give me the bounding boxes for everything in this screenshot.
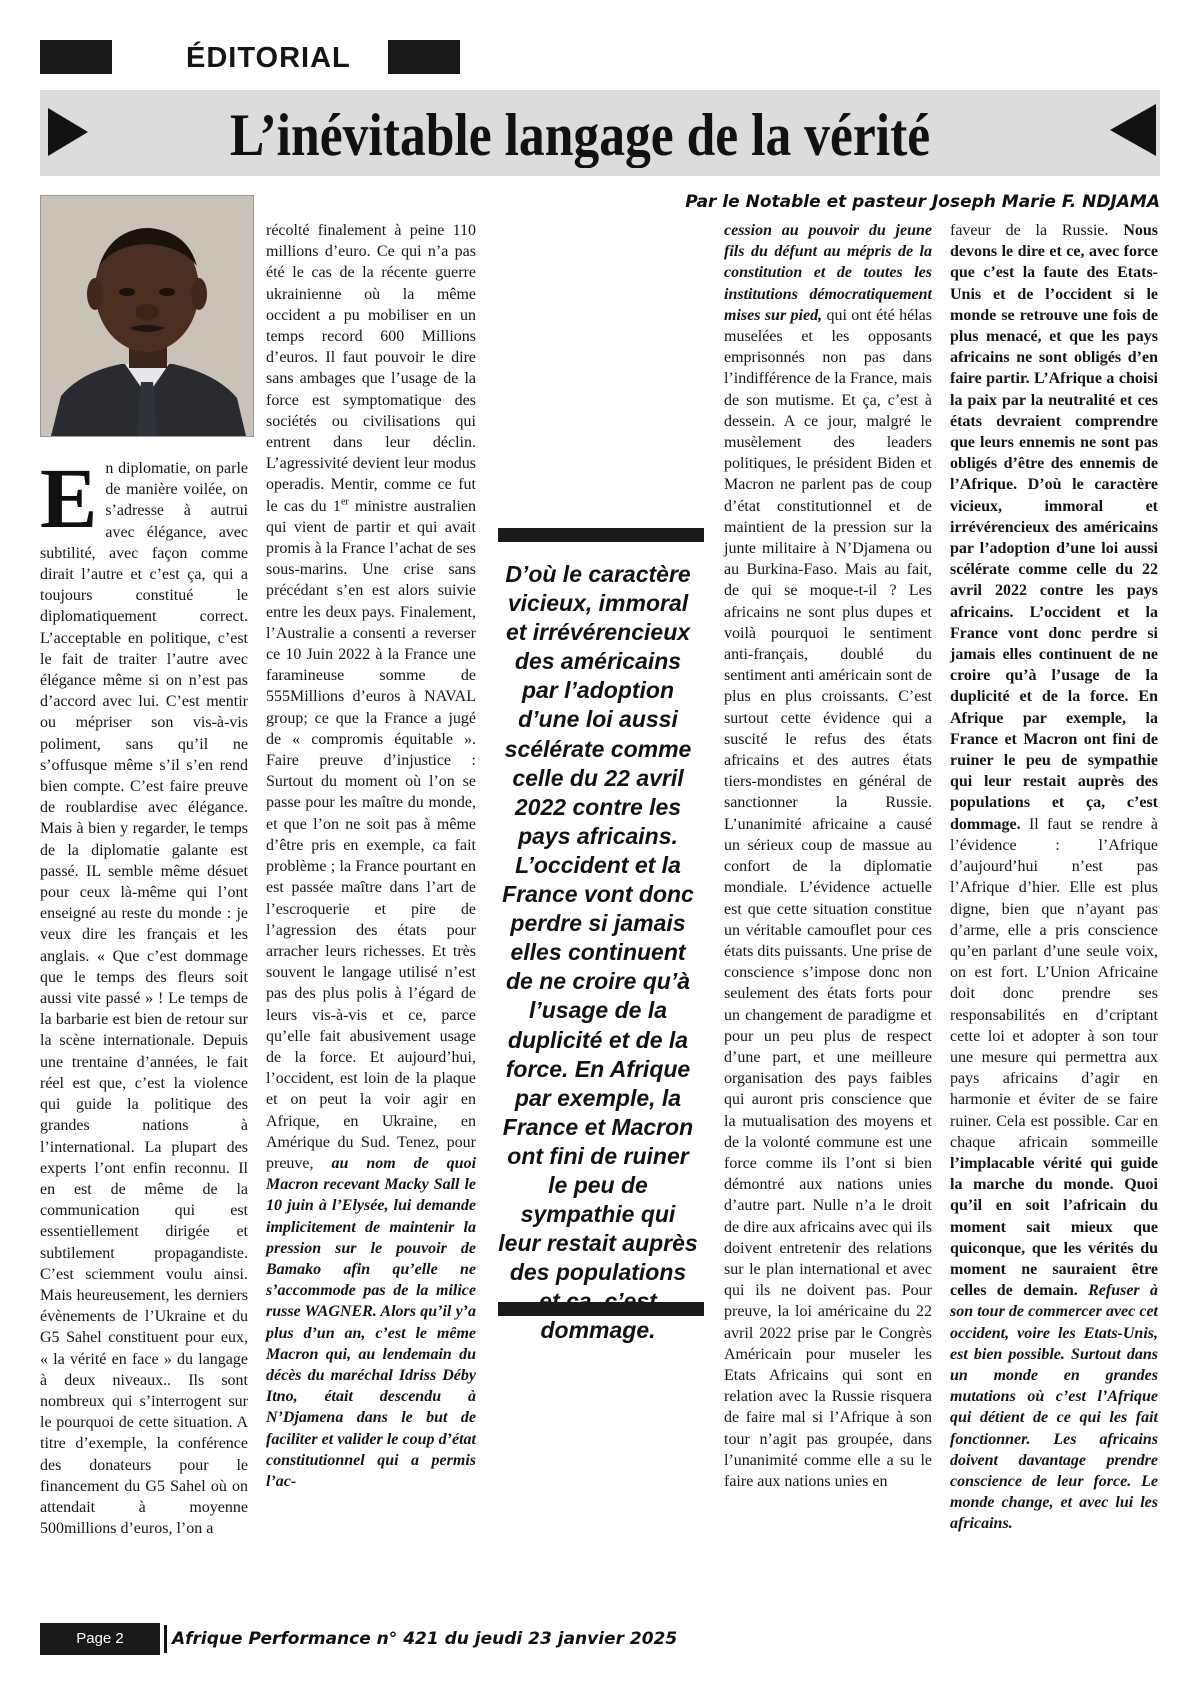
col3-text-emphasis: cession au pouvoir du jeune fils du défunt au mépris de la constitution et de toutes les institutions démocratiquement mises sur pied, (724, 222, 932, 324)
section-label: ÉDITORIAL (186, 42, 351, 74)
col2-text-a: récolté finalement à peine 110 millions d’euro. Ce qui n’a pas été le cas de la récente guerre ukrainienne où la même occident a pu mobiliser en un temps record 600 Millions d’euros. Il faut pouvoir le dire sans ambages que l’usage de la force est symptomatique des sociétés ou civilisations qui entrent dans leur déclin. L’agressivité devient leur modus operadis. Mentir, comme ce fut le cas du 1 (266, 222, 476, 515)
col4-text-c: Il faut se rendre à l’évidence : l’Afrique d’aujourd’hui n’est pas l’Afrique d’hier. Elle est plus digne, bien que n’ayant pas d’arme, elle a pris conscience qu’en parlant d’une seule voix, on est fort. L’Union Africaine doit donc prendre ses responsabilités en d’criptant cette loi et adopter à son tour une mesure qui permettra aux pays africains d’agir en harmonie et éviter de se faire ruiner. Cela est possible. Car en chaque africain sommeille (950, 815, 1158, 1151)
pullquote-bar-bottom (498, 1302, 704, 1316)
headline: L’inévitable langage de la vérité (229, 102, 931, 168)
portrait-illustration (41, 196, 253, 436)
col4-text-bold-2: l’implacable vérité qui guide la marche du monde. Quoi qu’il en soit l’africain du moment sait mieux que quiconque, que les vérités du moment ne sauraient être celles de demain. (950, 1154, 1158, 1300)
article-column-3 (724, 220, 932, 1492)
pull-quote: D’où le caractère vicieux, immoral et irrévérencieux des américains par l’adoption d’une loi aussi scélérate comme celle du 22 avril 2022 contre les pays africains. L’occident et la France vont donc perdre si jamais elles continuent de ne croire qu’à l’usage de la duplicité et de la force. En Afrique par exemple, la France et Macron ont fini de ruiner le peu de sympathie qui leur restait auprès des populations dommage. (498, 561, 698, 1344)
drop-cap: E (40, 450, 98, 546)
col4-text-bold: Nous devons le dire et ce, avec force que c’est la faute des Etats-Unis et de l’occident si le monde se retrouve une fois de plus menacé, et que les pays africains ne sont obligés d’en faire partir. L’Afrique a choisi la paix par la neutralité et ces états devraient comprendre que leurs ennemis ne sont pas obligés d’être des ennemis de l’Afrique. D’où le caractère vicieux, immoral et irrévérencieux des américains par l’adoption d’une loi aussi scélérate comme celle du 22 avril 2022 contre les pays africains. L’occident et la France vont donc perdre si jamais elles continuent de ne croire qu’à l’usage de la duplicité et de la force. En Afrique par exemple, la France et Macron ont fini de ruiner le peu de sympathie qui leur restait auprès des populations et ça, c’est dommage. (950, 222, 1158, 833)
article-column-4 (950, 220, 1158, 1535)
superscript-er: er (340, 496, 349, 508)
col4-text-emphasis: Refuser à son tour de commercer avec cet occident, voire les Etats-Unis, est bien possible. Surtout dans un monde en grandes mutations où c’est l’Afrique qui détient de ce qui les fait fonctionner. Les africains doivent davantage prendre conscience de leur force. Le monde change, et avec lui les africains. (950, 1282, 1158, 1533)
author-portrait (40, 195, 254, 437)
byline: Par le Notable et pasteur Joseph Marie F. NDJAMA (685, 192, 1160, 212)
publication-line: Afrique Performance n° 421 du jeudi 23 janvier 2025 (172, 1629, 678, 1649)
triangle-left-icon (1110, 104, 1156, 156)
col2-text-b: ministre australien qui vient de partir et qui avait promis à la France l’achat de ses sous-marins. Une crise sans précédant s’en est alors suivie entre les deux pays. Finalement, l’Australie a consenti a reverser ce 10 Juin 2022 à la France une faramineuse somme de 555Millions d’euros à NAVAL group; ce que la France a jugé de « compromis équitable ». Faire preuve d’injustice : Surtout du moment où l’on se passe pour les maître du monde, et que l’on ne soit pas à même d’être pris en exemple, ca fait problème ; la France pourtant en est passée maître dans l’art de l’escroquerie et pire de l’agression des états pour arracher leurs richesses. Et très souvent le langage utilisé n’est pas des plus polis à l’égard de leurs vis-à-vis et ce, parce qu’elle fait abusivement usage de la force. Et aujourd’hui, l’occident, est loin de la plaque et on peut la voir agir en Afrique, en Ukraine, en Amérique du Sud. Tenez, pour preuve, (266, 497, 476, 1172)
col3-text: qui ont été hélas muselées et les opposants emprisonnés non pas dans l’indifférence de la France, mais de son mutisme. Et ça, c’est à dessein. A ce jour, malgré le musèlement des leaders politiques, le président Biden et Macron ne parlent pas de coup d’état constitutionnel et de maintient de la pression sur la junte militaire à N’Djamena ou au Burkina-Faso. Mais au fait, de qui se moque-t-il ? Les africains ne sont plus dupes et voilà pourquoi le sentiment anti-français, doublé du sentiment anti américain sont de plus en plus croissants. C’est surtout cette évidence qui a suscité le refus des états africains et des autres états tiers-mondistes en général de sanctionner la Russie. L’unanimité africaine a causé un sérieux coup de massue au confort de la diplomatie mondiale. L’évidence actuelle est que cette situation constitue un véritable camouflet pour ces états dits puissants. Une prise de conscience s’impose donc non seulement des états forts pour un changement de paradigme et pour un peu plus de respect d’une part, et une meilleure organisation des pays faibles qui auront pris conscience que la mutualisation des moyens et de la volonté commune est une force comme ils l’ont si bien démontré aux nations unies d’autre part. Nulle n’a le droit de dire aux africains avec qui ils doivent entretenir des relations sur le plan international et avec qui ils ne doivent pas. Pour preuve, la loi américaine du 22 avril 2022 prise par le Congrès Américain pour museler les Etats Africains qui sont en relation avec la Russie risquera de faire mal si l’Afrique à son tour n’agit pas groupée, dans l’unanimité comme elle a su le faire aux nations unies en (724, 306, 932, 1490)
col1-text: n diplomatie, on parle de manière voilée, on s’adresse à autrui avec élégance, avec subtilité, avec façon comme dirait l’autre et c’est ça, qui a toujours constitué le diplomatiquement correct. L’acceptable en politique, c’est le fait de traiter l’autre avec élégance même si on n’est pas d’accord avec lui. C’est mentir ou mépriser son vis-à-vis poliment, sans qu’il ne s’offusque même s’il s’en rend bien compte. C’est faire preuve de roublardise avec élégance. Mais à bien y regarder, le temps de la diplomatie galante est passé. IL semble même désuet pour ceux là-même qui l’ont enseigné au reste du monde : je veux dire les français et les anglais. « Que c’est dommage que le temps des fleurs soit aussi vite passé » ! Le temps de la barbarie est bien de retour sur la scène internationale. Depuis une trentaine d’années, le fait réel est que, c’est la violence qui guide la politique des grandes nations à l’international. La plupart des experts l’ont enfin reconnu. Il en est de même de la communication qui est essentiellement dirigée et subtilement propagandiste. C’est sciemment voulu ainsi. Mais heureusement, les derniers évènements de l’Ukraine et du G5 Sahel constituent pour eux, « la vérité en face » du langage à deux niveaux.. Ils sont nombreux qui s’interrogent sur le pourquoi de cette situation. A titre d’exemple, la conférence des donateurs pour le financement du G5 Sahel où on attendait à moyenne 500millions d’euros, l’on a (40, 460, 248, 1538)
article-column-2 (266, 220, 476, 1492)
page-number: Page 2 (40, 1623, 160, 1655)
pullquote-bar-top (498, 528, 704, 542)
triangle-right-icon (48, 108, 88, 156)
col4-text-a: faveur de la Russie. (950, 222, 1124, 239)
footer-divider (164, 1625, 167, 1653)
col2-text-emphasis: au nom de quoi Macron recevant Macky Sall le 10 juin à l’Elysée, lui demande implicitement de maintenir la pression sur le pouvoir de Bamako afin qu’elle ne s’accommode pas de la milice russe WAGNER. Alors qu’il y’a plus d’un an, c’est le même Macron qui, au lendemain du décès du maréchal Idriss Déby Itno, était descendu à N’Djamena dans le but de faciliter et valider le coup d’état constitutionnel qui a permis l’ac- (266, 1154, 477, 1490)
header-bar-right (388, 40, 460, 74)
header-bar-left (40, 40, 112, 74)
article-column-1 (40, 450, 248, 1539)
